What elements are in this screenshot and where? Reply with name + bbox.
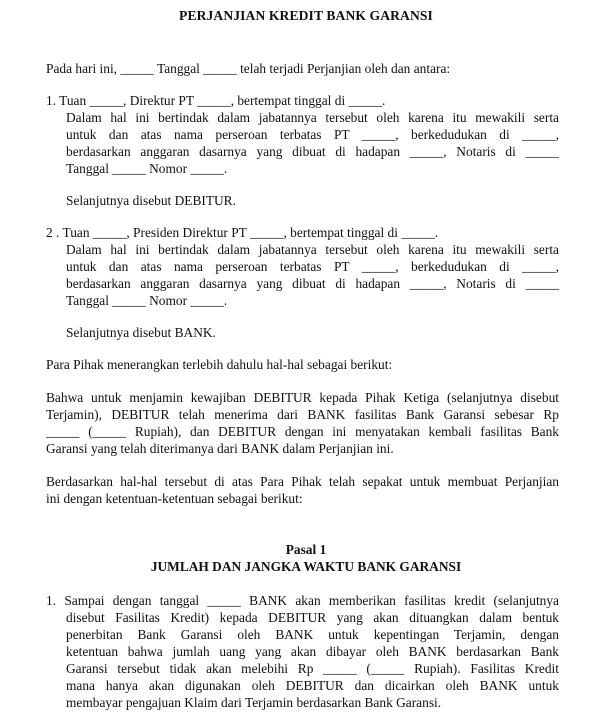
party1-alias: Selanjutnya disebut DEBITUR. <box>66 193 236 208</box>
party2-line5: Tanggal _____ Nomor _____. <box>66 293 228 308</box>
party1-line2: Dalam hal ini bertindak dalam jabatannya tersebut oleh karena itu mewakili serta <box>66 110 559 125</box>
document-title: PERJANJIAN KREDIT BANK GARANSI <box>179 8 433 23</box>
pasal1-number: Pasal 1 <box>285 542 327 557</box>
recital-line1: Bahwa untuk menjamin kewajiban DEBITUR kepada Pihak Ketiga (selanjutnya disebut <box>46 390 559 405</box>
pasal1-line3: penerbitan Bank Garansi oleh BANK untuk kepentingan Terjamin, dengan <box>66 627 559 642</box>
recital-line2: Terjamin), DEBITUR telah menerima dari BANK fasilitas Bank Garansi sebesar Rp <box>46 407 559 422</box>
party2-alias: Selanjutnya disebut BANK. <box>66 325 216 340</box>
pasal1-line2: disebut Fasilitas Kredit) kepada DEBITUR yang akan dituangkan dalam bentuk <box>66 610 559 625</box>
agreement-line1: Berdasarkan hal-hal tersebut di atas Para Pihak telah sepakat untuk membuat Perjanjian <box>46 474 559 489</box>
party1-line5: Tanggal _____ Nomor _____. <box>66 161 228 176</box>
party1-line3: untuk dan atas nama perseroan terbatas PT _____, berkedudukan di _____, <box>66 127 559 142</box>
pasal1-heading: JUMLAH DAN JANGKA WAKTU BANK GARANSI <box>150 559 462 574</box>
agreement-line2: ini dengan ketentuan-ketentuan sebagai berikut: <box>46 491 303 506</box>
intro-text: Pada hari ini, _____ Tanggal _____ telah terjadi Perjanjian oleh dan antara: <box>46 61 451 76</box>
party2-line2: Dalam hal ini bertindak dalam jabatannya tersebut oleh karena itu mewakili serta <box>66 242 559 257</box>
party2-line4: berdasarkan anggaran dasarnya yang dibuat di hadapan _____, Notaris di _____ <box>66 276 559 291</box>
pasal1-line7: membayar pengajuan Klaim dari Terjamin berdasarkan Bank Garansi. <box>66 695 442 710</box>
preamble-text: Para Pihak menerangkan terlebih dahulu hal-hal sebagai berikut: <box>46 357 393 372</box>
party2-line3: untuk dan atas nama perseroan terbatas PT _____, berkedudukan di _____, <box>66 259 559 274</box>
pasal1-line4: ketentuan bahwa jumlah uang yang akan dibayar oleh BANK berdasarkan Bank <box>66 644 559 659</box>
pasal1-line1: 1. Sampai dengan tanggal _____ BANK akan memberikan fasilitas kredit (selanjutnya <box>46 593 559 608</box>
recital-line4: Garansi yang telah diterimanya dari BANK dalam Perjanjian ini. <box>46 441 394 456</box>
pasal1-line6: mana hanya akan digunakan oleh DEBITUR dan dicairkan oleh BANK untuk <box>66 678 559 693</box>
party1-line1: 1. Tuan _____, Direktur PT _____, bertempat tinggal di _____. <box>46 93 386 108</box>
recital-line3: _____ (_____ Rupiah), dan DEBITUR dengan ini menyatakan kembali fasilitas Bank <box>46 424 559 439</box>
pasal1-line5: Garansi tersebut tidak akan melebihi Rp _____ (_____ Rupiah). Fasilitas Kredit <box>66 661 559 676</box>
party2-line1: 2 . Tuan _____, Presiden Direktur PT _____, bertempat tinggal di _____. <box>46 225 439 240</box>
party1-line4: berdasarkan anggaran dasarnya yang dibuat di hadapan _____, Notaris di _____ <box>66 144 559 159</box>
